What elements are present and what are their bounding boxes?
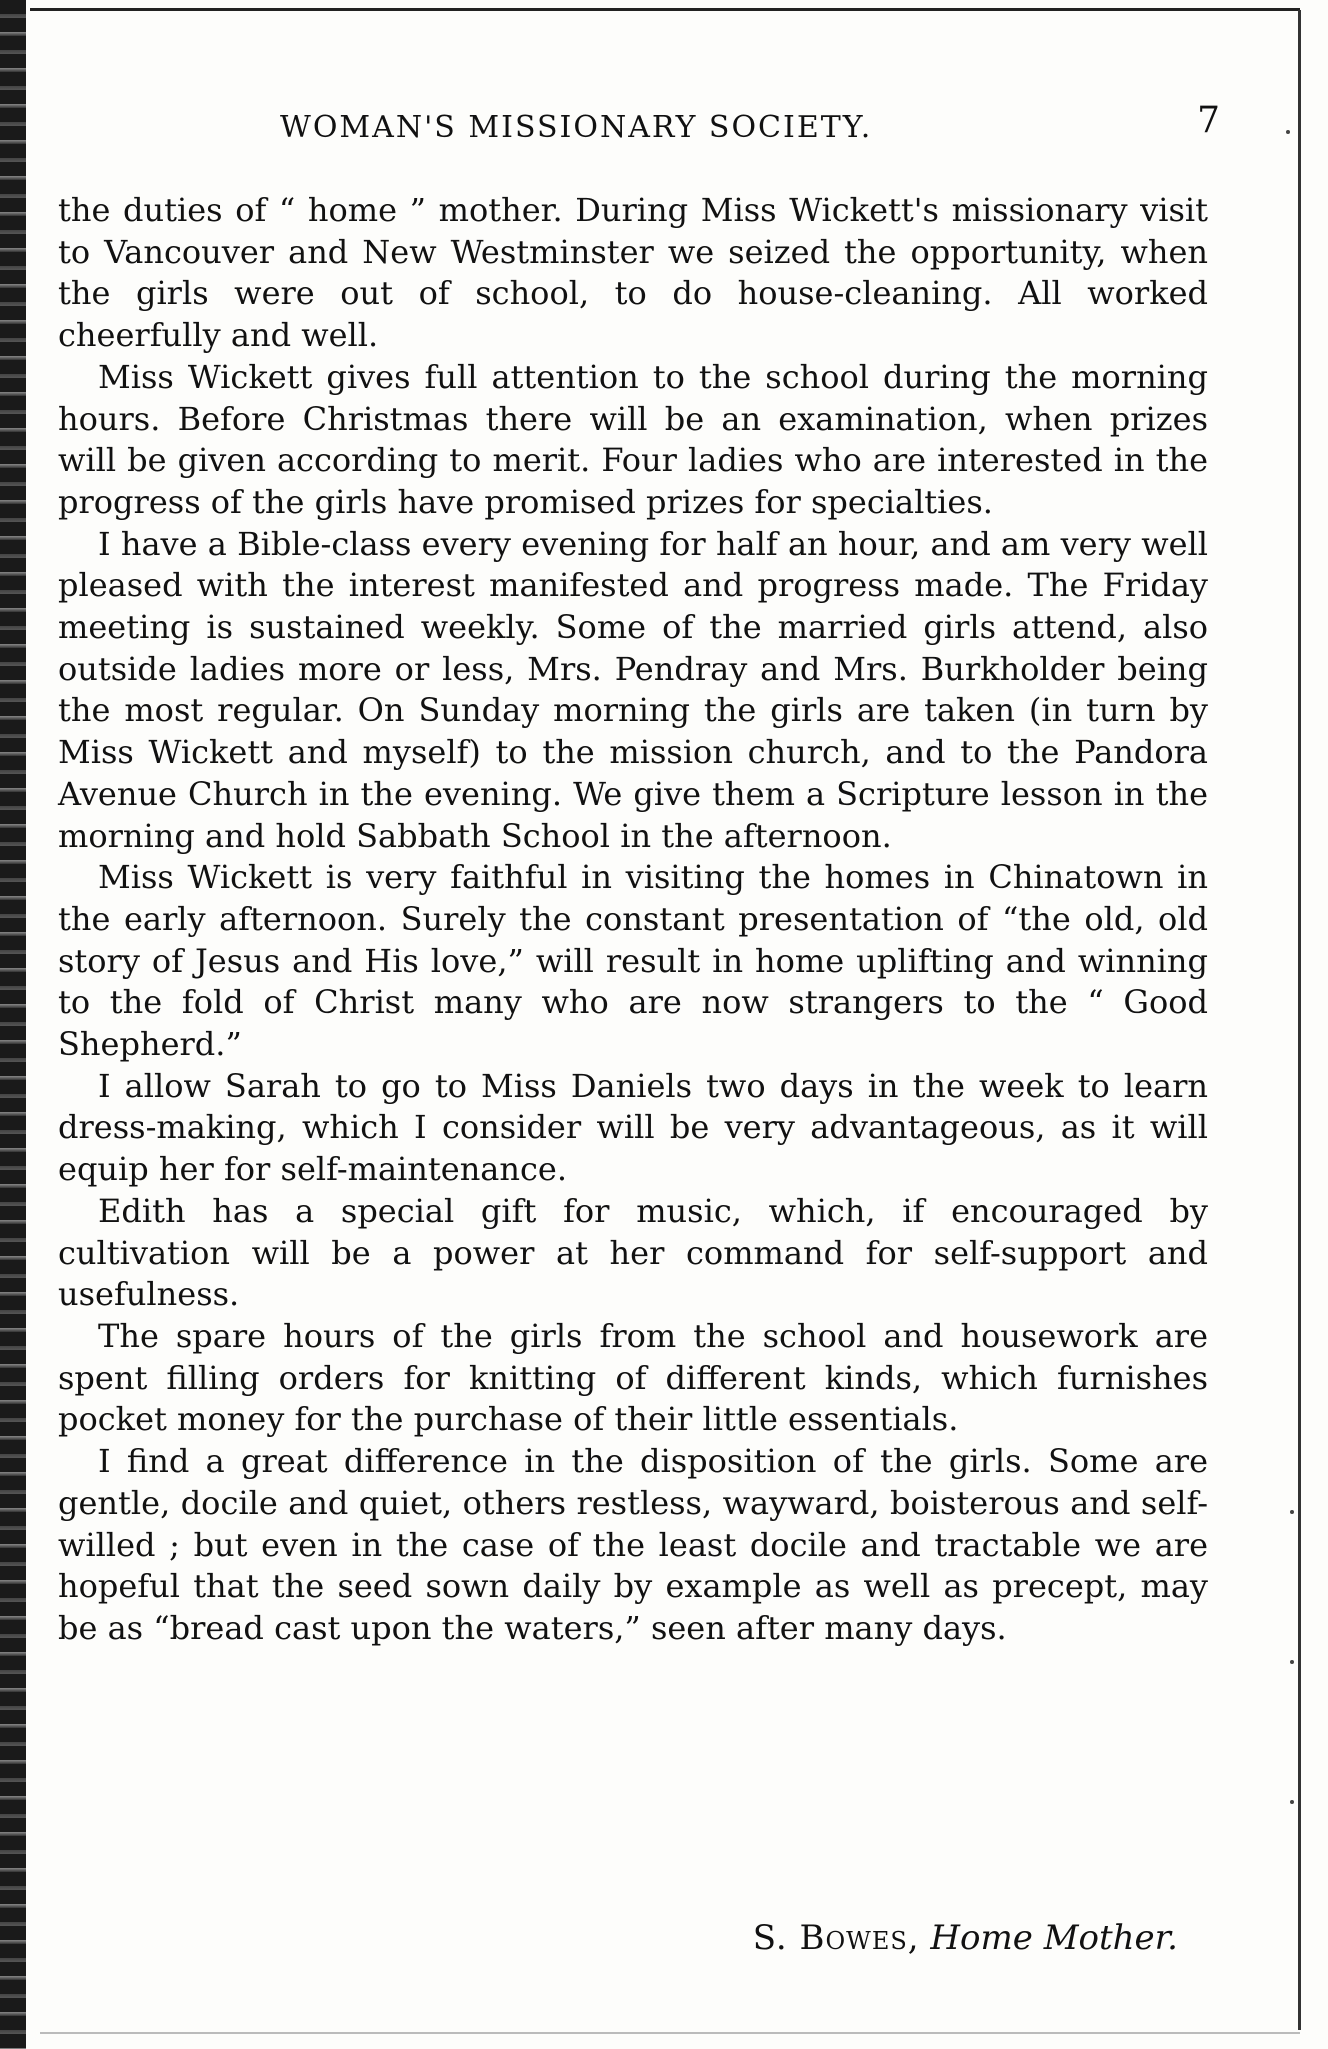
page-header: [60, 100, 1220, 160]
page-edge-binding: [0, 0, 26, 2049]
print-speck: [1290, 1510, 1294, 1514]
signature: [753, 1918, 1178, 1958]
page-bottom-border: [40, 2032, 1300, 2034]
print-speck: [1286, 130, 1290, 134]
signature-name: S. Bowes,: [752, 1918, 920, 1958]
running-head: WOMAN'S MISSIONARY SOCIETY.: [280, 110, 873, 145]
paragraph: I allow Sarah to go to Miss Daniels two days in the week to learn dress-making, which I consider will be very advantageous, as it will equip her for self-maintenance.: [58, 1066, 1208, 1189]
paragraph: The spare hours of the girls from the school and housework are spent filling orders for knitting of different kinds, which furnishes pocket money for the purchase of their little essentials.: [58, 1316, 1208, 1439]
print-speck: [1290, 1800, 1294, 1804]
page-number: 7: [1197, 100, 1220, 141]
paragraph: I have a Bible-class every evening for half an hour, and am very well pleased with the interest manifested and progress made. The Friday meeting is sustained weekly. Some of the married girls attend, also outside ladies more or less, Mrs. Pendray and Mrs. Burkholder being the most regular. On Sunday morning the girls are taken (in turn by Miss Wickett and myself) to the mission church, and to the Pandora Avenue Church in the evening. We give them a Scripture lesson in the morning and hold Sabbath School in the afternoon.: [58, 524, 1208, 855]
page-top-border: [30, 8, 1300, 11]
paragraph: Miss Wickett is very faithful in visiting the homes in Chinatown in the early afternoon. Surely the constant presentation of “the old, old story of Jesus and His love,” will result in home uplifting and winning to the fold of Christ many who are now strangers to the “ Good Shepherd.”: [58, 858, 1208, 1064]
paragraph: I find a great difference in the disposition of the girls. Some are gentle, docile and quiet, others restless, wayward, boisterous and self-willed ; but even in the case of the least docile and tractable we are hopeful that the seed sown daily by example as well as precept, may be as “bread cast upon the waters,” seen after many days.: [58, 1442, 1208, 1647]
body-text: [58, 190, 1208, 1650]
page-right-border: [1298, 10, 1301, 2030]
paragraph: the duties of “ home ” mother. During Miss Wickett's missionary visit to Vancouver and New Westminster we seized the opportunity, when the girls were out of school, to do house-cleaning. All worked cheerfully and well.: [58, 191, 1208, 355]
paragraph: Edith has a special gift for music, which, if encouraged by cultivation will be a power at her command for self-support and usefulness.: [58, 1191, 1208, 1314]
paragraph: Miss Wickett gives full attention to the school during the morning hours. Before Christmas there will be an examination, when prizes will be given according to merit. Four ladies who are interested in the progress of the girls have promised prizes for specialties.: [58, 357, 1208, 521]
signature-title: Home Mother.: [930, 1918, 1178, 1958]
print-speck: [1290, 1660, 1294, 1664]
